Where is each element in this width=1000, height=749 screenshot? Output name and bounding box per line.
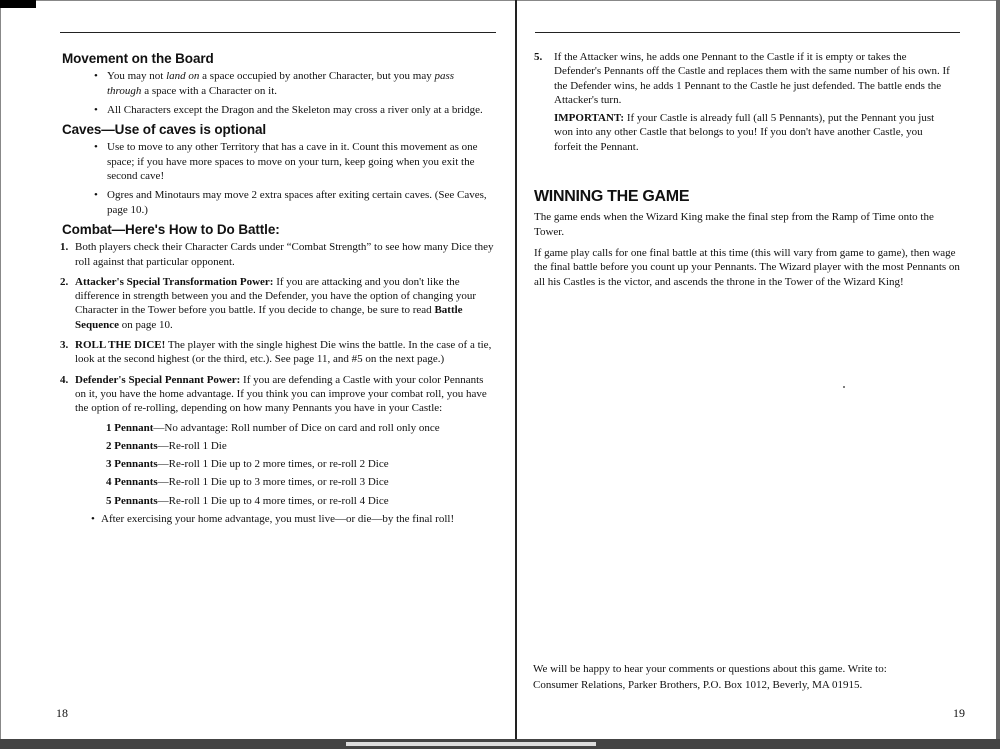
book-spine xyxy=(515,0,517,739)
corner-mark xyxy=(0,0,36,8)
contact-info xyxy=(533,662,963,693)
combat-step-4: 4. Defender's Special Pennant Power: If you are defending a Castle with your color Pennants on it, you have the home advantage. If you think you can improve your combat roll, you have the option of re-rolling, depending on how many Pennants you have in your Castle: 1 Pennant—No advantage: Roll number of Dice on card and roll only once 2 Pennants—Re-roll 1 Die 3 Pennants—Re-roll 1 Die up to 2 more times, or re-roll 2 Dice 4 Pennants—Re-roll 1 Die up to 3 more times, or re-roll 3 Dice 5 Pennants—Re-roll 1 Die up to 4 more times, or re-roll 4 Dice • After exercising your home advantage, you must live—or die—by the final roll! xyxy=(60,373,496,527)
combat-step-2: 2. Attacker's Special Transformation Power: If you are attacking and you don't like the difference in strength between you and the Defender, you have the option of changing your Character in the Tower before you battle. If you decide to change, be sure to read Battle Sequence on page 10. xyxy=(60,275,477,331)
winning-heading: WINNING THE GAME xyxy=(534,188,690,206)
page-number-19: 19 xyxy=(953,706,965,720)
page-number-18: 18 xyxy=(56,706,68,720)
final-note xyxy=(75,512,496,526)
list-item: • Use to move to any other Territory that has a cave in it. Count this movement as one space; if you have more spaces to move on your turn, keep going when you exit the second cave! xyxy=(60,140,496,183)
pennant-table xyxy=(75,421,496,508)
scan-edge-right xyxy=(996,0,1000,749)
combat-step-5: 5. If the Attacker wins, he adds one Pennant to the Castle if it is empty or takes the Defender's Pennants off the Castle and replaces them with the same number of his own. If the Defender wins, he adds 1 Pennant to the Castle he just defended. The battle ends the Attacker's turn. xyxy=(534,51,950,106)
pennant-row: 2 Pennants—Re-roll 1 Die xyxy=(106,439,227,452)
list-item: • After exercising your home advantage, you must live—or die—by the final roll! xyxy=(75,512,496,526)
winning-paragraph: The game ends when the Wizard King make the final step from the Ramp of Time onto the Tower. xyxy=(534,211,934,238)
top-rule xyxy=(60,32,496,33)
list-item: • You may not land on a space occupied by another Character, but you may pass through a space with a Character on it. xyxy=(60,69,496,98)
movement-heading: Movement on the Board xyxy=(62,51,214,66)
combat-steps xyxy=(60,240,496,526)
contact-line: We will be happy to hear your comments or questions about this game. Write to: xyxy=(533,663,887,675)
combat-step-1: 1. Both players check their Character Cards under “Combat Strength” to see how many Dice they roll against that particular opponent. xyxy=(60,241,494,268)
caves-list xyxy=(60,140,496,216)
contact-line: Consumer Relations, Parker Brothers, P.O. Box 1012, Beverly, MA 01915. xyxy=(533,678,863,691)
pennant-row: 1 Pennant—No advantage: Roll number of Dice on card and roll only once xyxy=(106,421,440,434)
combat-step-3: 3. ROLL THE DICE! The player with the single highest Die wins the battle. In the case of a tie, look at the second highest (or the third, etc.). See page 11, and #5 on the next page.) xyxy=(60,339,492,366)
scan-speck xyxy=(843,386,845,388)
movement-list xyxy=(60,69,496,117)
page-18-content xyxy=(60,52,496,532)
pennant-row: 5 Pennants—Re-roll 1 Die up to 4 more times, or re-roll 4 Dice xyxy=(106,494,389,507)
list-item: • Ogres and Minotaurs may move 2 extra spaces after exiting certain caves. (See Caves, page 10.) xyxy=(60,188,496,217)
pennant-row: 3 Pennants—Re-roll 1 Die up to 2 more times, or re-roll 2 Dice xyxy=(106,458,389,471)
list-item: • All Characters except the Dragon and the Skeleton may cross a river only at a bridge. xyxy=(60,103,496,117)
caves-heading: Caves—Use of caves is optional xyxy=(62,122,267,138)
top-rule xyxy=(535,32,960,33)
page-19-content xyxy=(530,50,970,296)
pennant-row: 4 Pennants—Re-roll 1 Die up to 3 more times, or re-roll 3 Dice xyxy=(106,476,389,489)
important-note: IMPORTANT: If your Castle is already full (all 5 Pennants), put the Pennant you just won into any other Castle that belongs to you! If you don't have another Castle, you forfeit the Pennant. xyxy=(554,112,935,153)
winning-paragraph: If game play calls for one final battle at this time (this will vary from game to game), then wage the final battle before you count up your Pennants. The Wizard player with the most Pennants on all his Castles is the victor, and ascends the throne in the Tower of the Wizard King! xyxy=(534,246,960,288)
scan-artifact xyxy=(346,742,596,746)
combat-heading: Combat—Here's How to Do Battle: xyxy=(62,221,280,237)
